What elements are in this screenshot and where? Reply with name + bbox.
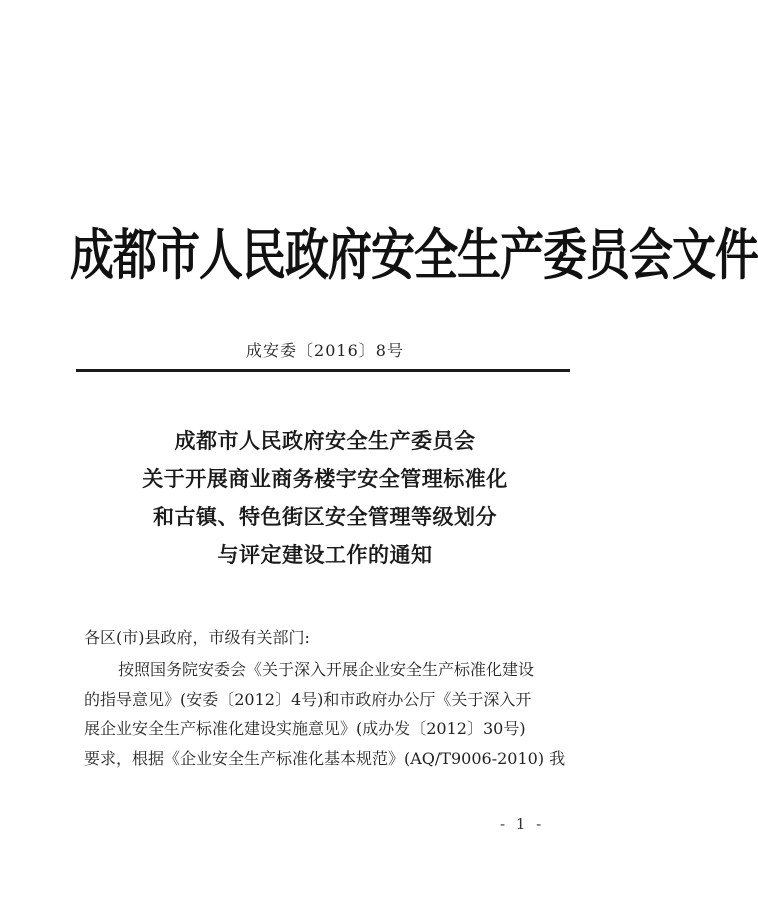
notice-title-line: 成都市人民政府安全生产委员会 <box>174 429 476 453</box>
header-divider-rule <box>76 369 570 372</box>
notice-title-line: 与评定建设工作的通知 <box>217 543 433 567</box>
document-number: 成安委〔2016〕8号 <box>246 341 404 360</box>
body-paragraph <box>84 655 574 773</box>
body-line: 要求，根据《企业安全生产标准化基本规范》(AQ/T9006-2010) 我 <box>84 748 566 768</box>
body-line: 的指导意见》(安委〔2012〕4号)和市政府办公厅《关于深入开 <box>84 689 532 709</box>
body-line: 按照国务院安委会《关于深入开展企业安全生产标准化建设 <box>118 660 535 679</box>
page-number: - 1 - <box>500 815 545 833</box>
notice-title-line: 关于开展商业商务楼宇安全管理标准化 <box>142 467 508 491</box>
salutation: 各区(市)县政府，市级有关部门: <box>84 628 310 647</box>
notice-title-line: 和古镇、特色街区安全管理等级划分 <box>153 505 497 529</box>
notice-title <box>0 422 650 574</box>
issuer-title: 成都市人民政府安全生产委员会文件 <box>70 223 758 288</box>
body-line: 展企业安全生产标准化建设实施意见》(成办发〔2012〕30号) <box>84 719 526 738</box>
